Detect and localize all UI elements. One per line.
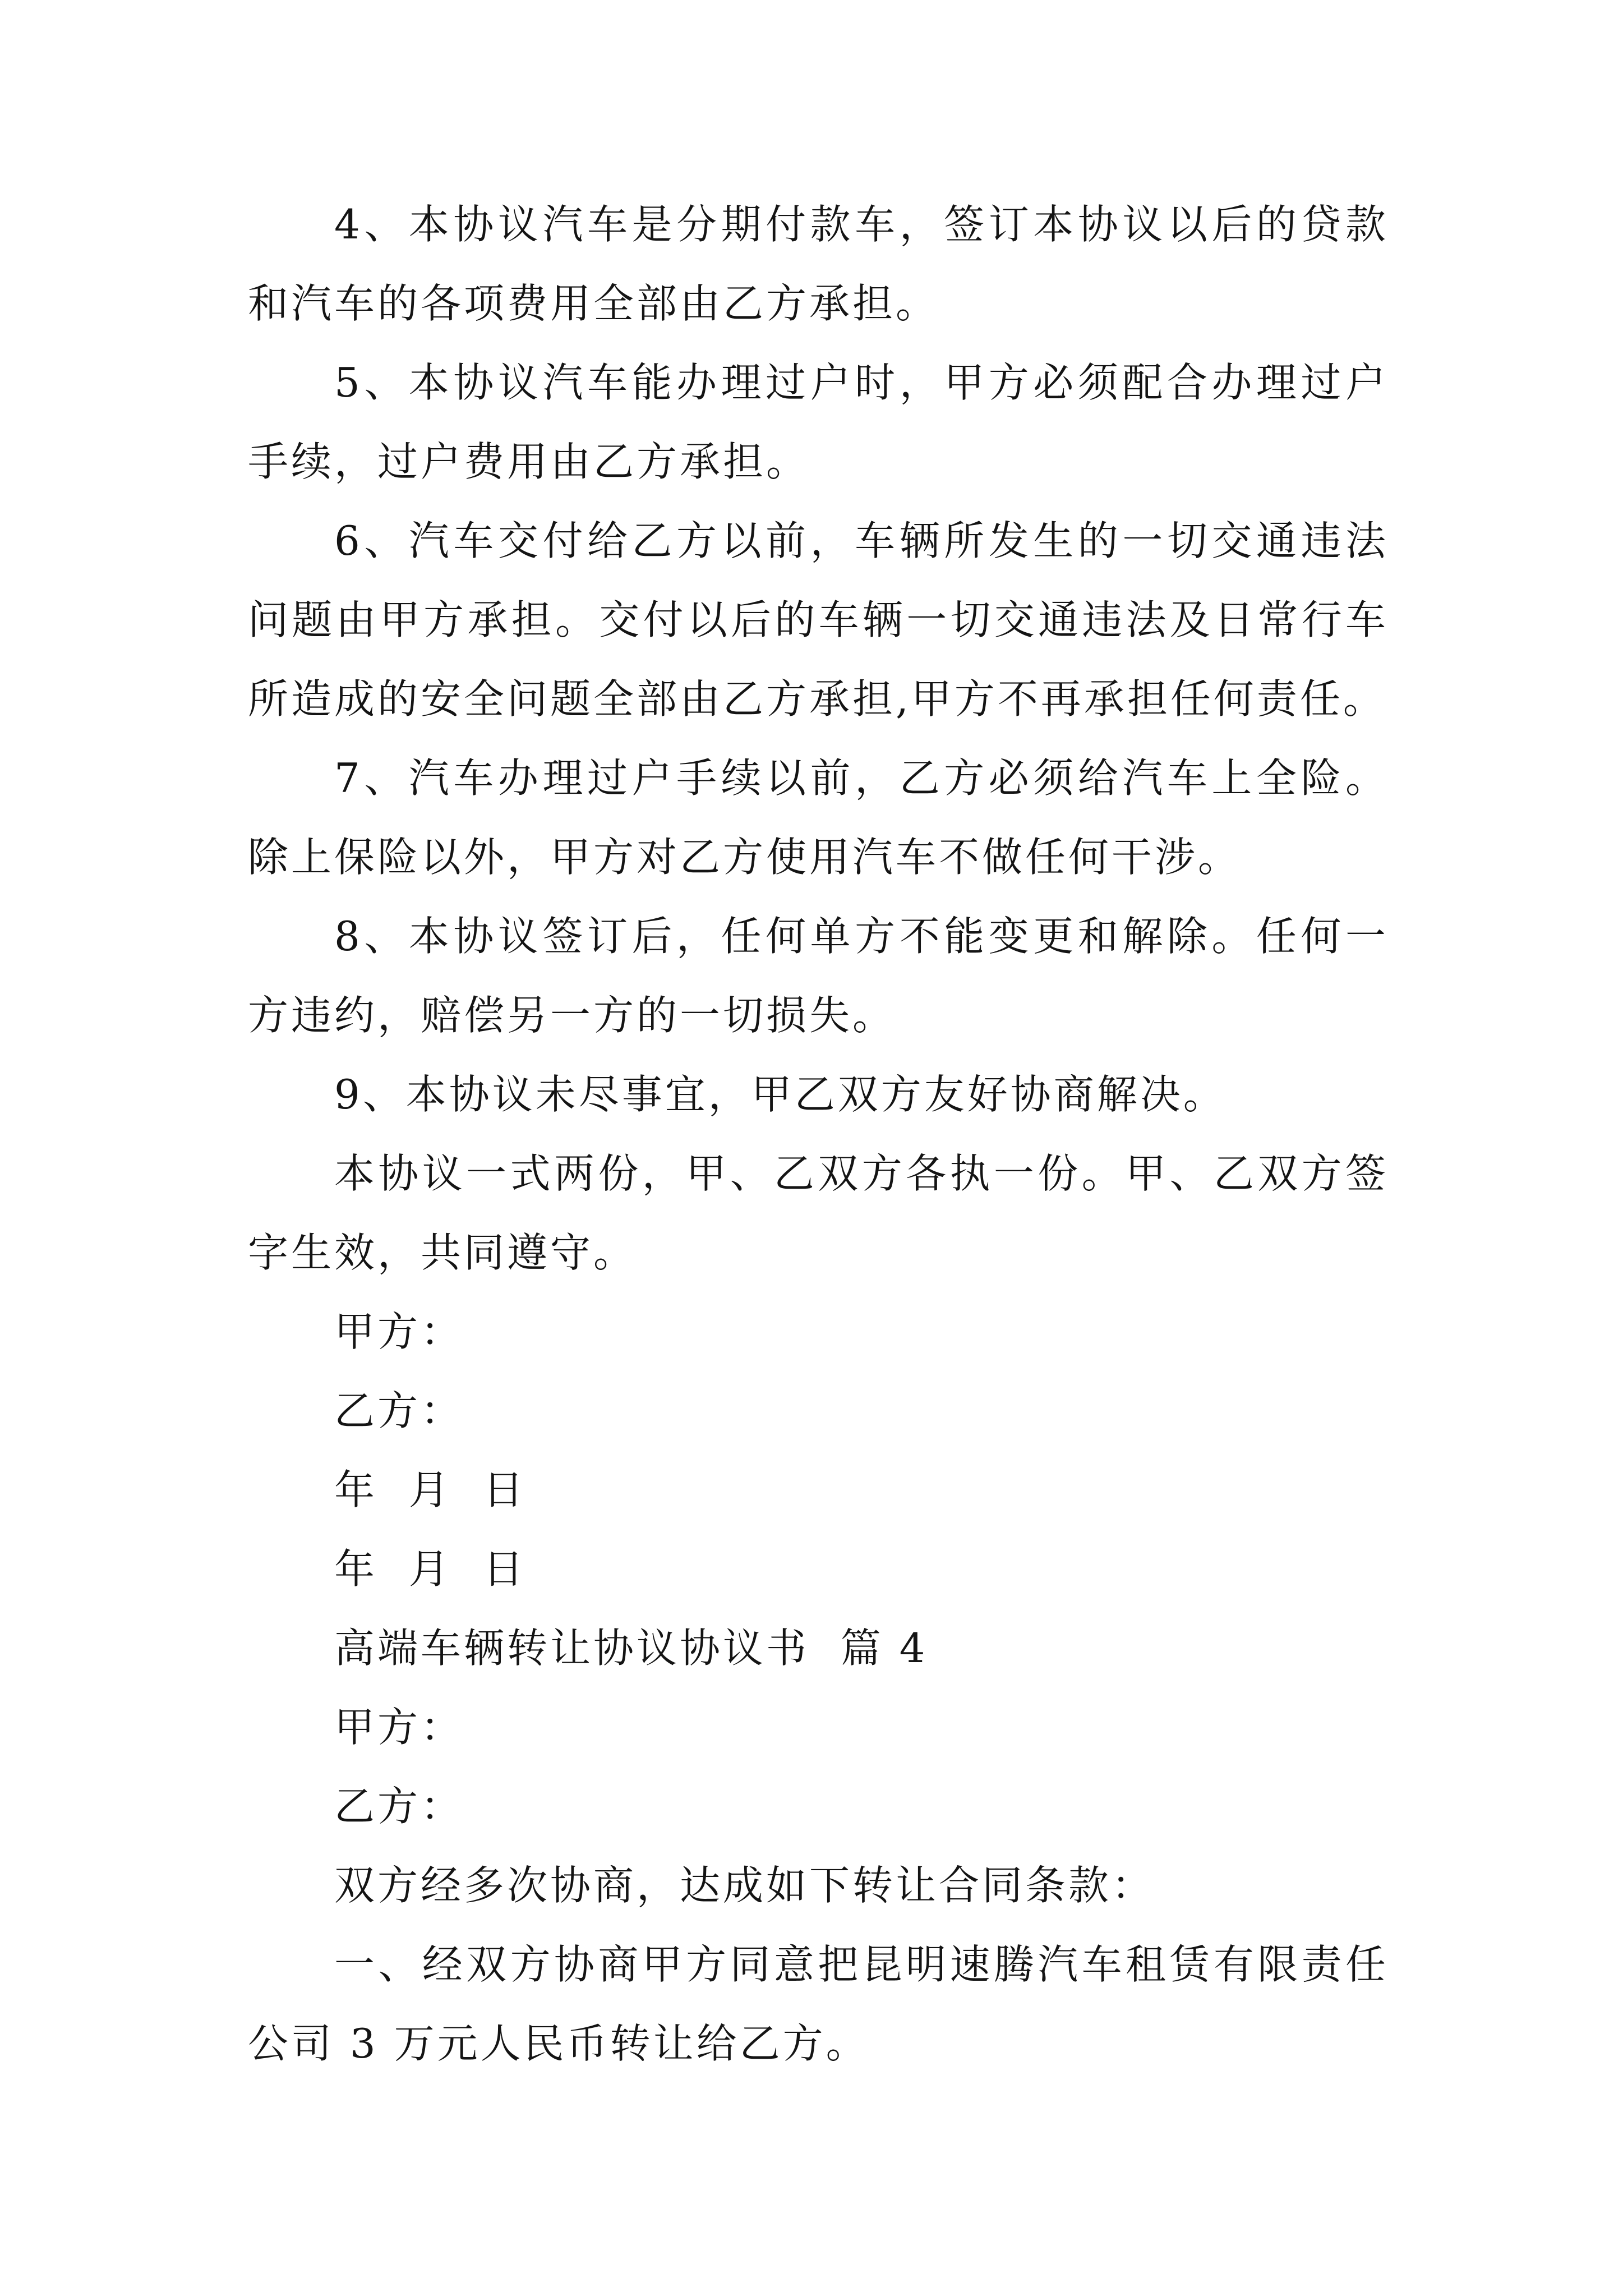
clause-4: 4、本协议汽车是分期付款车，签订本协议以后的贷款和汽车的各项费用全部由乙方承担。: [248, 201, 1389, 327]
document-body: [248, 185, 1389, 2083]
clause-5: 5、本协议汽车能办理过户时，甲方必须配合办理过户手续，过户费用由乙方承担。: [248, 359, 1389, 485]
clause-7: 7、汽车办理过户手续以前，乙方必须给汽车上全险。除上保险以外，甲方对乙方使用汽车不做任何干涉。: [248, 754, 1389, 881]
section-party-a: 甲方：: [334, 1704, 464, 1751]
signature-date: 年 月 日: [334, 1545, 527, 1593]
section-party-b: 乙方：: [334, 1783, 464, 1830]
party-b-signature: 乙方：: [334, 1387, 464, 1434]
section-intro: 双方经多次协商，达成如下转让合同条款：: [334, 1862, 1155, 1909]
clause-8: 8、本协议签订后，任何单方不能变更和解除。任何一方违约，赔偿另一方的一切损失。: [248, 913, 1389, 1039]
clause-6: 6、汽车交付给乙方以前，车辆所发生的一切交通违法问题由甲方承担。交付以后的车辆一切交通违法及日常行车所造成的安全问题全部由乙方承担,甲方不再承担任何责任。: [248, 517, 1389, 723]
party-a-signature: 甲方：: [334, 1308, 464, 1355]
section-clause-1: 一、经双方协商甲方同意把昆明速腾汽车租赁有限责任公司 3 万元人民币转让给乙方。: [248, 1941, 1389, 2067]
signature-date: 年 月 日: [334, 1466, 527, 1513]
section-title: 高端车辆转让协议协议书 篇 4: [334, 1625, 928, 1672]
clause-9: 9、本协议未尽事宜，甲乙双方友好协商解决。: [334, 1071, 1227, 1118]
copies-clause: 本协议一式两份，甲、乙双方各执一份。甲、乙双方签字生效，共同遵守。: [248, 1150, 1389, 1276]
